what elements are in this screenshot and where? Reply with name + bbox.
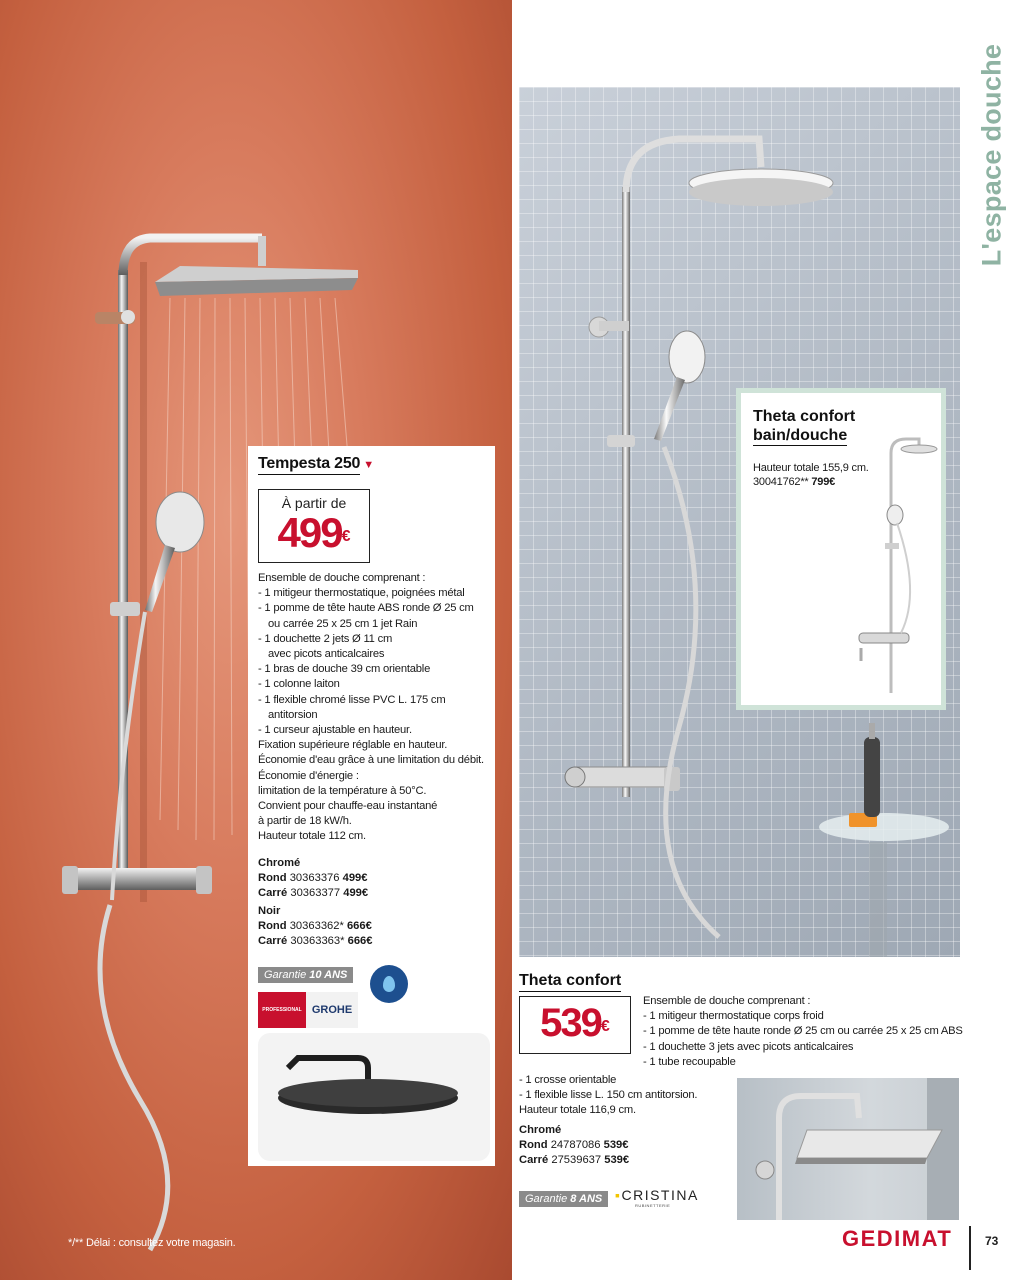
desc-line: ou carrée 25 x 25 cm 1 jet Rain <box>268 617 418 630</box>
theta-description-right <box>643 994 968 1070</box>
desc-line: - 1 tube recoupable <box>643 1055 736 1068</box>
tempesta-price-box <box>258 489 370 563</box>
desc-line: Hauteur totale 116,9 cm. <box>519 1104 636 1117</box>
desc-line: Hauteur totale 112 cm. <box>258 830 366 843</box>
desc-line: à partir de 18 kW/h. <box>258 815 352 828</box>
ref-row: 30041762** 799€ <box>753 476 836 488</box>
tempesta-price <box>259 511 369 555</box>
price-down-icon: ▼ <box>363 459 375 471</box>
section-title-text: L'espace douche <box>976 43 1007 267</box>
theta-price-box <box>519 996 631 1054</box>
desc-line: - 1 bras de douche 39 cm orientable <box>258 663 431 676</box>
desc-line: - 1 douchette 2 jets Ø 11 cm <box>258 632 393 645</box>
desc-line: - 1 pomme de tête haute ABS ronde Ø 25 cm <box>258 602 474 615</box>
desc-line: avec picots anticalcaires <box>268 648 385 661</box>
page-number: 73 <box>985 1234 999 1248</box>
ref-row: Carré 30363363* 666€ <box>258 935 373 947</box>
currency-symbol: € <box>341 528 351 545</box>
bain-douche-card <box>736 388 946 710</box>
cristina-label: ▪CRISTINA <box>615 1187 699 1203</box>
section-title <box>972 40 1012 270</box>
grohe-logo <box>258 992 358 1028</box>
tempesta-guarantee-badge: Garantie 10 ANS <box>258 967 353 983</box>
desc-line: Convient pour chauffe-eau instantané <box>258 800 438 813</box>
grohe-label: GROHE <box>306 992 358 1028</box>
desc-line: limitation de la température à 50°C. <box>258 784 427 797</box>
cristina-sub-label: RUBINETTERIE <box>635 1203 671 1208</box>
desc-line: - 1 flexible lisse L. 150 cm antitorsion. <box>519 1089 698 1102</box>
desc-line: Économie d'eau grâce à une limitation du débit. <box>258 754 484 767</box>
cristina-logo <box>615 1187 699 1208</box>
ref-row: Carré 30363377 499€ <box>258 887 369 899</box>
desc-line: - 1 pomme de tête haute ronde Ø 25 cm ou carrée 25 x 25 cm ABS <box>643 1025 963 1038</box>
gedimat-logo: GEDIMAT <box>842 1226 953 1251</box>
theta-refs <box>519 1123 629 1168</box>
bain-douche-title <box>753 407 855 446</box>
ref-row: Rond 30363376 499€ <box>258 872 368 884</box>
height-text: Hauteur totale 155,9 cm. <box>753 462 869 474</box>
desc-line: - 1 curseur ajustable en hauteur. <box>258 724 412 737</box>
tempesta-refs <box>258 856 372 949</box>
tempesta-product-card <box>248 446 495 1166</box>
desc-line: - 1 flexible chromé lisse PVC L. 175 cm <box>258 693 446 706</box>
page-separator <box>969 1226 971 1270</box>
footer-note: */** Délai : consultez votre magasin. <box>68 1237 236 1249</box>
square-shower-head-image <box>737 1078 959 1220</box>
desc-line: - 1 crosse orientable <box>519 1074 617 1086</box>
finish-black: Noir <box>258 905 281 917</box>
theta-name: Theta confort <box>519 972 621 992</box>
desc-line: - 1 mitigeur thermostatique, poignées métal <box>258 587 465 600</box>
finish-chrome: Chromé <box>519 1124 562 1136</box>
desc-line: Ensemble de douche comprenant : <box>643 995 811 1007</box>
desc-line: antitorsion <box>268 708 318 721</box>
theta-price <box>520 997 630 1049</box>
finish-chrome: Chromé <box>258 857 301 869</box>
currency-symbol: € <box>600 1018 610 1035</box>
tempesta-description <box>258 571 490 845</box>
desc-line: Économie d'énergie : <box>258 769 359 782</box>
tempesta-name: Tempesta 250 <box>258 455 360 475</box>
price-value: 499 <box>277 509 342 556</box>
desc-line: - 1 colonne laiton <box>258 678 340 691</box>
desc-line: - 1 mitigeur thermostatique corps froid <box>643 1010 824 1023</box>
price-value: 539 <box>540 1001 601 1045</box>
professional-label: PROFESSIONAL <box>258 992 306 1028</box>
water-saving-icon <box>370 965 408 1003</box>
theta-description-left <box>519 1073 729 1119</box>
tempesta-title <box>258 455 374 475</box>
title-line: bain/douche <box>753 427 848 444</box>
black-shower-head-image <box>258 1033 490 1161</box>
ref-row: Rond 30363362* 666€ <box>258 920 372 932</box>
title-line: Theta confort <box>753 408 856 425</box>
desc-line: - 1 douchette 3 jets avec picots anticalcaires <box>643 1040 854 1053</box>
desc-line: Ensemble de douche comprenant : <box>258 572 426 584</box>
price-prefix: À partir de <box>281 495 347 511</box>
desc-line: Fixation supérieure réglable en hauteur. <box>258 739 448 752</box>
ref-row: Rond 24787086 539€ <box>519 1139 629 1151</box>
bain-douche-image <box>851 423 941 703</box>
theta-guarantee-badge: Garantie 8 ANS <box>519 1191 608 1207</box>
ref-row: Carré 27539637 539€ <box>519 1154 630 1166</box>
